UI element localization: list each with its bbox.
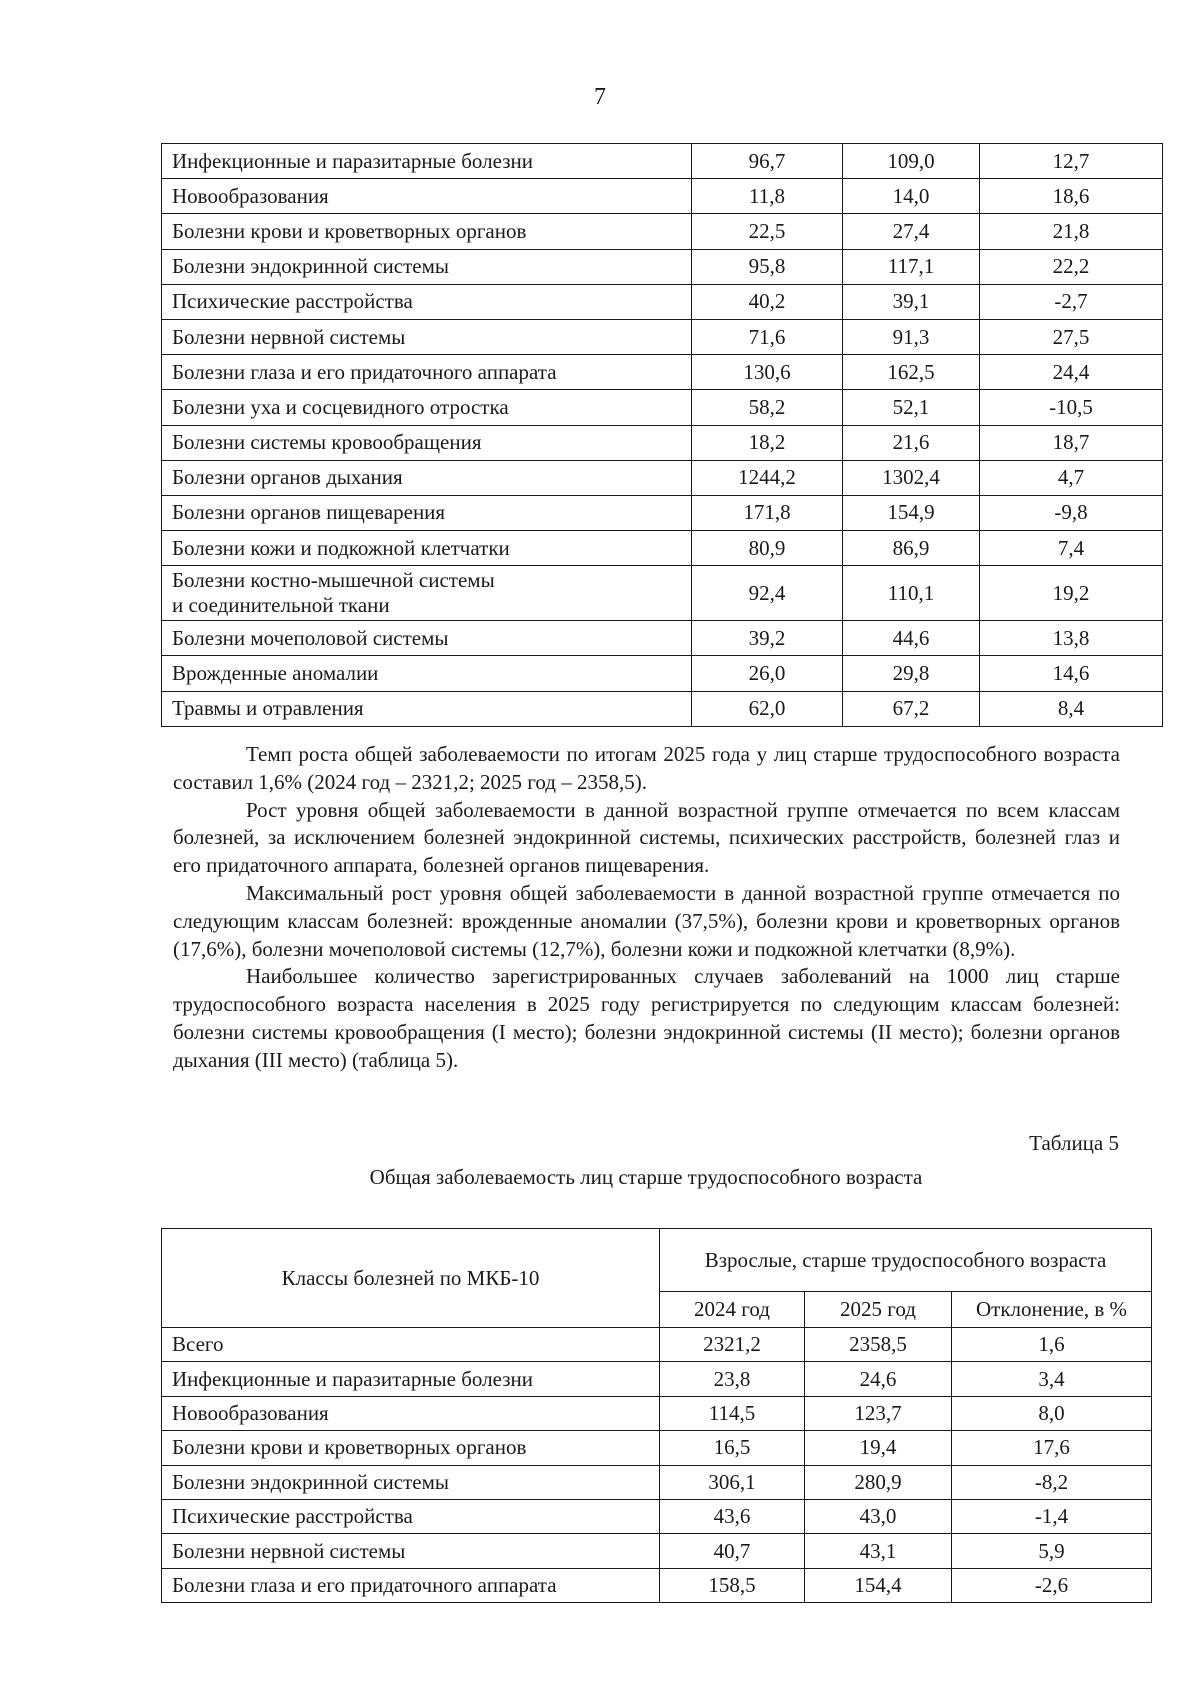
value-2024-cell: 171,8 [692,495,843,530]
table-row [162,691,1163,726]
disease-class-cell: Болезни глаза и его придаточного аппарата [162,1568,660,1602]
value-2024-cell: 22,5 [692,214,843,249]
table-row [162,1465,1152,1499]
value-2024-cell: 26,0 [692,656,843,691]
table-row [162,1362,1152,1396]
header-classes: Классы болезней по МКБ-10 [162,1229,660,1328]
value-2025-cell: 109,0 [843,144,980,179]
table-row [162,355,1163,390]
deviation-cell: 17,6 [952,1431,1152,1465]
disease-class-cell: Болезни крови и кроветворных органов [162,214,692,249]
table-row [162,460,1163,495]
value-2024-cell: 11,8 [692,179,843,214]
disease-class-cell: Психические расстройства [162,284,692,319]
table-row [162,249,1163,284]
value-2025-cell: 1302,4 [843,460,980,495]
deviation-cell: 5,9 [952,1534,1152,1568]
deviation-cell: 1,6 [952,1328,1152,1362]
deviation-cell: -10,5 [980,390,1163,425]
table-row [162,390,1163,425]
disease-class-cell: Болезни нервной системы [162,1534,660,1568]
table-row [162,1534,1152,1568]
value-2025-cell: 86,9 [843,531,980,566]
paragraph: Рост уровня общей заболеваемости в данной возрастной группе отмечается по всем классам болезней, за исключением болезней эндокринной системы, психических расстройств, болезней глаз и его придаточного аппарата, болезней органов пищеварения. [173,797,1120,878]
value-2025-cell: 19,4 [805,1431,952,1465]
value-2025-cell: 43,0 [805,1499,952,1533]
deviation-cell: -2,6 [952,1568,1152,1602]
value-2024-cell: 96,7 [692,144,843,179]
value-2025-cell: 44,6 [843,621,980,656]
table-row [162,144,1163,179]
value-2024-cell: 71,6 [692,319,843,354]
table-row [162,214,1163,249]
disease-class-cell: Психические расстройства [162,1499,660,1533]
value-2024-cell: 1244,2 [692,460,843,495]
value-2024-cell: 114,5 [660,1396,805,1430]
value-2025-cell: 29,8 [843,656,980,691]
value-2025-cell: 91,3 [843,319,980,354]
deviation-cell: 3,4 [952,1362,1152,1396]
value-2024-cell: 95,8 [692,249,843,284]
value-2025-cell: 154,4 [805,1568,952,1602]
disease-class-cell: Болезни кожи и подкожной клетчатки [162,531,692,566]
value-2025-cell: 24,6 [805,1362,952,1396]
deviation-cell: 27,5 [980,319,1163,354]
table-row [162,425,1163,460]
value-2025-cell: 154,9 [843,495,980,530]
value-2024-cell: 80,9 [692,531,843,566]
value-2024-cell: 40,2 [692,284,843,319]
deviation-cell: 8,0 [952,1396,1152,1430]
value-2024-cell: 40,7 [660,1534,805,1568]
deviation-cell: 13,8 [980,621,1163,656]
value-2025-cell: 27,4 [843,214,980,249]
deviation-cell: 24,4 [980,355,1163,390]
deviation-cell: 14,6 [980,656,1163,691]
header-2024: 2024 год [660,1292,805,1328]
page-number: 7 [594,84,606,110]
disease-class-line: Болезни костно-мышечной системы [172,568,495,593]
disease-class-cell: Болезни эндокринной системы [162,1465,660,1499]
value-2024-cell: 39,2 [692,621,843,656]
table-row [162,495,1163,530]
value-2025-cell: 2358,5 [805,1328,952,1362]
deviation-cell: -1,4 [952,1499,1152,1533]
disease-class-line: и соединительной ткани [172,593,390,618]
deviation-cell: -9,8 [980,495,1163,530]
disease-class-cell: Болезни эндокринной системы [162,249,692,284]
deviation-cell: 8,4 [980,691,1163,726]
value-2024-cell: 43,6 [660,1499,805,1533]
value-2025-cell: 67,2 [843,691,980,726]
table-row [162,1396,1152,1430]
deviation-cell: 21,8 [980,214,1163,249]
disease-class-cell: Врожденные аномалии [162,656,692,691]
value-2025-cell: 110,1 [843,566,980,621]
disease-class-cell: Новообразования [162,1396,660,1430]
table-row [162,319,1163,354]
disease-class-cell: Болезни нервной системы [162,319,692,354]
value-2025-cell: 39,1 [843,284,980,319]
paragraph: Наибольшее количество зарегистрированных случаев заболеваний на 1000 лиц старше трудоспособного возраста населения в 2025 году регистрируется по следующим классам болезней: болезни системы кровообращения (I место); болезни эндокринной системы (II место); болезни органов дыхания (III место) (таблица 5). [173,964,1120,1072]
value-2024-cell: 16,5 [660,1431,805,1465]
deviation-cell: 4,7 [980,460,1163,495]
disease-class-cell: Инфекционные и паразитарные болезни [162,1362,660,1396]
header-2025: 2025 год [805,1292,952,1328]
value-2024-cell: 130,6 [692,355,843,390]
value-2024-cell: 62,0 [692,691,843,726]
paragraph: Темп роста общей заболеваемости по итогам 2025 года у лиц старше трудоспособного возраста составил 1,6% (2024 год – 2321,2; 2025 год – 2358,5). [173,742,1120,794]
disease-class-cell: Болезни системы кровообращения [162,425,692,460]
table-row [162,1431,1152,1465]
value-2025-cell: 43,1 [805,1534,952,1568]
value-2025-cell: 52,1 [843,390,980,425]
paragraph: Максимальный рост уровня общей заболеваемости в данной возрастной группе отмечается по следующим классам болезней: врожденные аномалии (37,5%), болезни крови и кроветворных органов (17,6%), болезни мочеполовой системы (12,7%), болезни кожи и подкожной клетчатки (8,9%). [173,880,1120,961]
value-2025-cell: 280,9 [805,1465,952,1499]
table-row [162,1499,1152,1533]
header-age-group: Взрослые, старше трудоспособного возраста [660,1229,1152,1292]
value-2025-cell: 162,5 [843,355,980,390]
table-row [162,621,1163,656]
body-text [173,741,1120,1075]
value-2025-cell: 14,0 [843,179,980,214]
table-row [162,1568,1152,1602]
disease-class-cell [162,566,692,621]
value-2025-cell: 21,6 [843,425,980,460]
table-row [162,566,1163,621]
table-label: Таблица 5 [1029,1131,1119,1155]
deviation-cell: -8,2 [952,1465,1152,1499]
value-2024-cell: 92,4 [692,566,843,621]
value-2025-cell: 117,1 [843,249,980,284]
table-row [162,179,1163,214]
table-row [162,284,1163,319]
header-deviation: Отклонение, в % [952,1292,1152,1328]
disease-class-cell: Болезни уха и сосцевидного отростка [162,390,692,425]
deviation-cell: 18,6 [980,179,1163,214]
disease-class-cell: Всего [162,1328,660,1362]
value-2024-cell: 23,8 [660,1362,805,1396]
disease-class-cell: Болезни мочеполовой системы [162,621,692,656]
value-2024-cell: 18,2 [692,425,843,460]
disease-class-cell: Болезни органов дыхания [162,460,692,495]
deviation-cell: 18,7 [980,425,1163,460]
table-row [162,656,1163,691]
morbidity-table-continued [161,143,1163,727]
table-title: Общая заболеваемость лиц старше трудоспособного возраста [369,1165,923,1189]
deviation-cell: 12,7 [980,144,1163,179]
value-2024-cell: 158,5 [660,1568,805,1602]
value-2024-cell: 306,1 [660,1465,805,1499]
table-row [162,1328,1152,1362]
disease-class-cell: Травмы и отравления [162,691,692,726]
disease-class-cell: Болезни крови и кроветворных органов [162,1431,660,1465]
deviation-cell: 19,2 [980,566,1163,621]
morbidity-table-5 [161,1228,1152,1603]
deviation-cell: 7,4 [980,531,1163,566]
value-2024-cell: 2321,2 [660,1328,805,1362]
disease-class-cell: Инфекционные и паразитарные болезни [162,144,692,179]
disease-class-cell: Новообразования [162,179,692,214]
deviation-cell: 22,2 [980,249,1163,284]
disease-class-cell: Болезни глаза и его придаточного аппарата [162,355,692,390]
disease-class-cell: Болезни органов пищеварения [162,495,692,530]
table-row [162,531,1163,566]
deviation-cell: -2,7 [980,284,1163,319]
value-2024-cell: 58,2 [692,390,843,425]
value-2025-cell: 123,7 [805,1396,952,1430]
